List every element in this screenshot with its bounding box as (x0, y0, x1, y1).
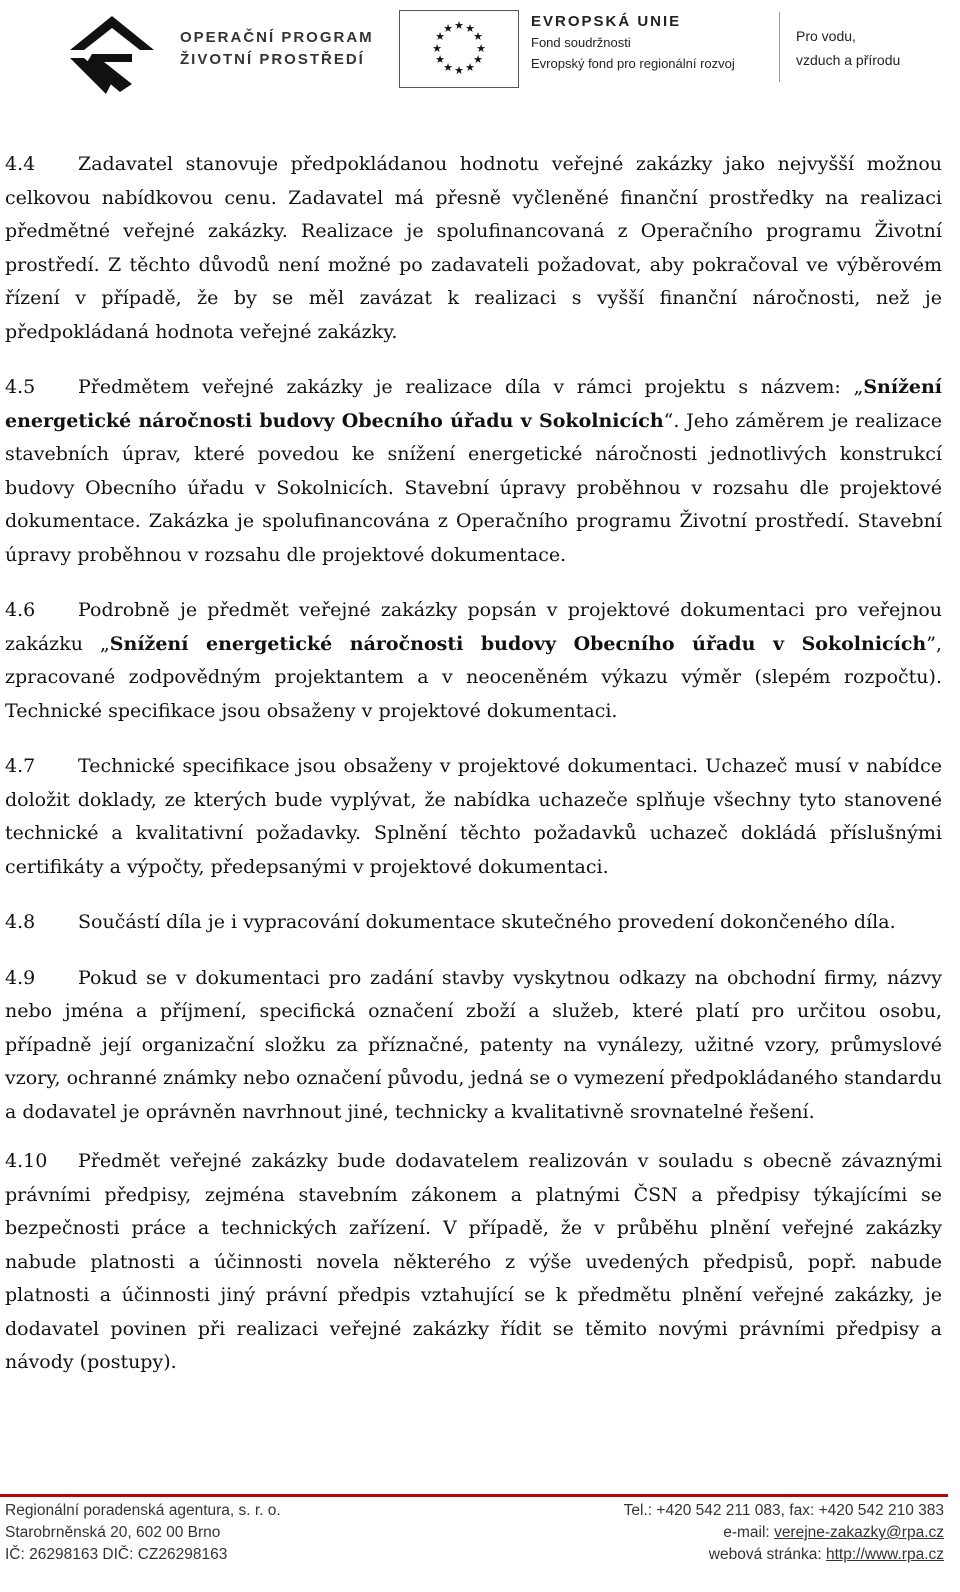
svg-text:★: ★ (443, 22, 453, 35)
section-text: “. Jeho záměrem je realizace stavebních úprav, které povedou ke snížení energetické náročnosti jednotlivých konstrukcí budovy Obecního úřadu v Sokolnicích. Stavební úpravy proběhnou v rozsahu dle projektové dokumentace. Zakázka je spolufinancována z Operačního programu Životní prostředí. Stavební úpravy proběhnou v rozsahu dle projektové dokumentace. (5, 409, 942, 566)
motto (796, 24, 900, 72)
section-text: Zadavatel stanovuje předpokládanou hodnotu veřejné zakázky jako nejvyšší možnou celkovou nabídkovou cenu. Zadavatel má přesně vyčleněné finanční prostředky na realizaci předmětné veřejné zakázky. Realizace je spolufinancovaná z Operačního programu Životní prostředí. Z těchto důvodů není možné po zadavateli požadovat, aby pokračoval ve výběrovém řízení v případě, že by se měl zavázat k realizaci s vyšší finanční náročnosti, než je předpokládaná hodnota veřejné zakázky. (5, 153, 942, 343)
section-number: 4.8 (5, 911, 36, 933)
footer-phone: Tel.: +420 542 211 083, fax: +420 542 210 383 (623, 1502, 944, 1519)
footer-web-link[interactable]: http://www.rpa.cz (825, 1546, 944, 1563)
eu-text-block (531, 12, 735, 74)
eu-stars-icon (400, 11, 518, 87)
svg-text:★: ★ (454, 19, 464, 32)
paragraph-gap (5, 884, 942, 906)
svg-text:★: ★ (476, 42, 486, 55)
motto-line-2: vzduch a přírodu (796, 52, 901, 68)
footer-email-link[interactable]: verejne-zakazky@rpa.cz (774, 1524, 944, 1541)
svg-text:★: ★ (454, 64, 464, 77)
section-number: 4.5 (5, 376, 36, 398)
section-4-10 (5, 1145, 942, 1380)
svg-text:★: ★ (435, 30, 445, 43)
eu-fund-1: Fond soudržnosti (531, 35, 631, 50)
footer-ids: IČ: 26298163 DIČ: CZ26298163 (5, 1546, 228, 1563)
section-number: 4.9 (5, 966, 36, 989)
footer-address: Starobrněnská 20, 602 00 Brno (5, 1524, 221, 1541)
svg-text:★: ★ (465, 61, 475, 74)
section-4-5 (5, 371, 942, 572)
section-4-7 (5, 750, 942, 884)
footer-rule (0, 1494, 948, 1497)
footer-email-line (624, 1522, 944, 1544)
motto-line-1: Pro vodu, (796, 28, 856, 44)
eu-title: EVROPSKÁ UNIE (531, 13, 682, 30)
footer-web-line (624, 1544, 944, 1566)
section-text: Předmět veřejné zakázky bude dodavatelem realizován v souladu s obecně závaznými právními předpisy, zejména stavebním zákonem a platnými ČSN a předpisy týkajícími se bezpečnosti práce a technických zařízení. V případě, že v průběhu plnění veřejné zakázky nabude platnosti a účinnosti novela některého z výše uvedených předpisů, popř. nabude platnosti a účinnosti jiný právní předpis vztahující se k předmětu plnění veřejné zakázky, je dodavatel povinen při realizaci veřejné zakázky řídit se těmito novými právními předpisy a návody (postupy). (5, 1150, 942, 1373)
project-name-bold: Snížení energetické náročnosti budovy Obecního úřadu v Sokolnicích (109, 632, 927, 655)
opzp-logo-icon (62, 10, 162, 100)
svg-text:★: ★ (473, 53, 483, 66)
section-4-6 (5, 594, 942, 728)
project-name-bold: Snížení energetické náročnosti budovy Obecního úřadu v Sokolnicích (5, 376, 942, 432)
program-name (180, 27, 374, 71)
section-4-4 (5, 148, 942, 349)
footer-web-label: webová stránka: (708, 1546, 826, 1563)
paragraph-gap (5, 572, 942, 594)
section-text: Součástí díla je i vypracování dokumentace skutečného provedení dokončeného díla. (78, 911, 896, 933)
paragraph-gap (5, 349, 942, 371)
section-text: Pokud se v dokumentaci pro zadání stavby vyskytnou odkazy na obchodní firmy, názvy nebo jména a příjmení, specifická označení zboží a služeb, které platí pro určitou osobu, případně její organizační složku za příznačné, patenty na vynálezy, užitné vzory, průmyslové vzory, ochranné známky nebo označení původu, jedná se o vymezení předpokládaného standardu a dodavatel je oprávněn navrhnout jiné, technicky a kvalitativně srovnatelné řešení. (5, 966, 942, 1123)
eu-flag (399, 10, 519, 88)
section-text: Podrobně je předmět veřejné zakázky popsán v projektové dokumentaci pro veřejnou zakázku „ (5, 599, 942, 655)
section-text: Technické specifikace jsou obsaženy v projektové dokumentaci. Uchazeč musí v nabídce doložit doklady, ze kterých bude vyplývat, že nabídka uchazeče splňuje všechny tyto stanovené technické a kvalitativní požadavky. Splnění těchto požadavků uchazeč dokládá příslušnými certifikáty a výpočty, předepsanými v projektové dokumentaci. (5, 755, 942, 878)
program-line-1: OPERAČNÍ PROGRAM (180, 29, 374, 46)
footer-email-label: e-mail: (723, 1524, 775, 1541)
document-body (5, 148, 942, 1380)
section-number: 4.6 (5, 599, 36, 621)
section-text: ”, zpracované zodpovědným projektantem a v neoceněném výkazu výměr (slepém rozpočtu). Technické specifikace jsou obsaženy v projektové dokumentaci. (5, 632, 942, 722)
svg-text:★: ★ (443, 61, 453, 74)
program-line-2: ŽIVOTNÍ PROSTŘEDÍ (180, 51, 365, 68)
section-number: 4.10 (5, 1150, 48, 1172)
paragraph-gap (5, 940, 942, 962)
footer-left (5, 1500, 281, 1566)
section-number: 4.4 (5, 153, 36, 175)
svg-text:★: ★ (473, 30, 483, 43)
eu-fund-2: Evropský fond pro regionální rozvoj (531, 56, 735, 71)
page-header (0, 0, 960, 110)
section-text: Předmětem veřejné zakázky je realizace díla v rámci projektu s názvem: „ (78, 376, 864, 398)
footer-org: Regionální poradenská agentura, s. r. o. (5, 1502, 281, 1519)
header-divider (779, 12, 780, 82)
svg-text:★: ★ (432, 42, 442, 55)
footer-right (624, 1500, 944, 1566)
svg-text:★: ★ (435, 53, 445, 66)
section-number: 4.7 (5, 755, 36, 777)
section-4-8 (5, 906, 942, 940)
paragraph-gap (5, 1129, 942, 1145)
section-4-9 (5, 962, 942, 1130)
svg-text:★: ★ (465, 22, 475, 35)
paragraph-gap (5, 728, 942, 750)
